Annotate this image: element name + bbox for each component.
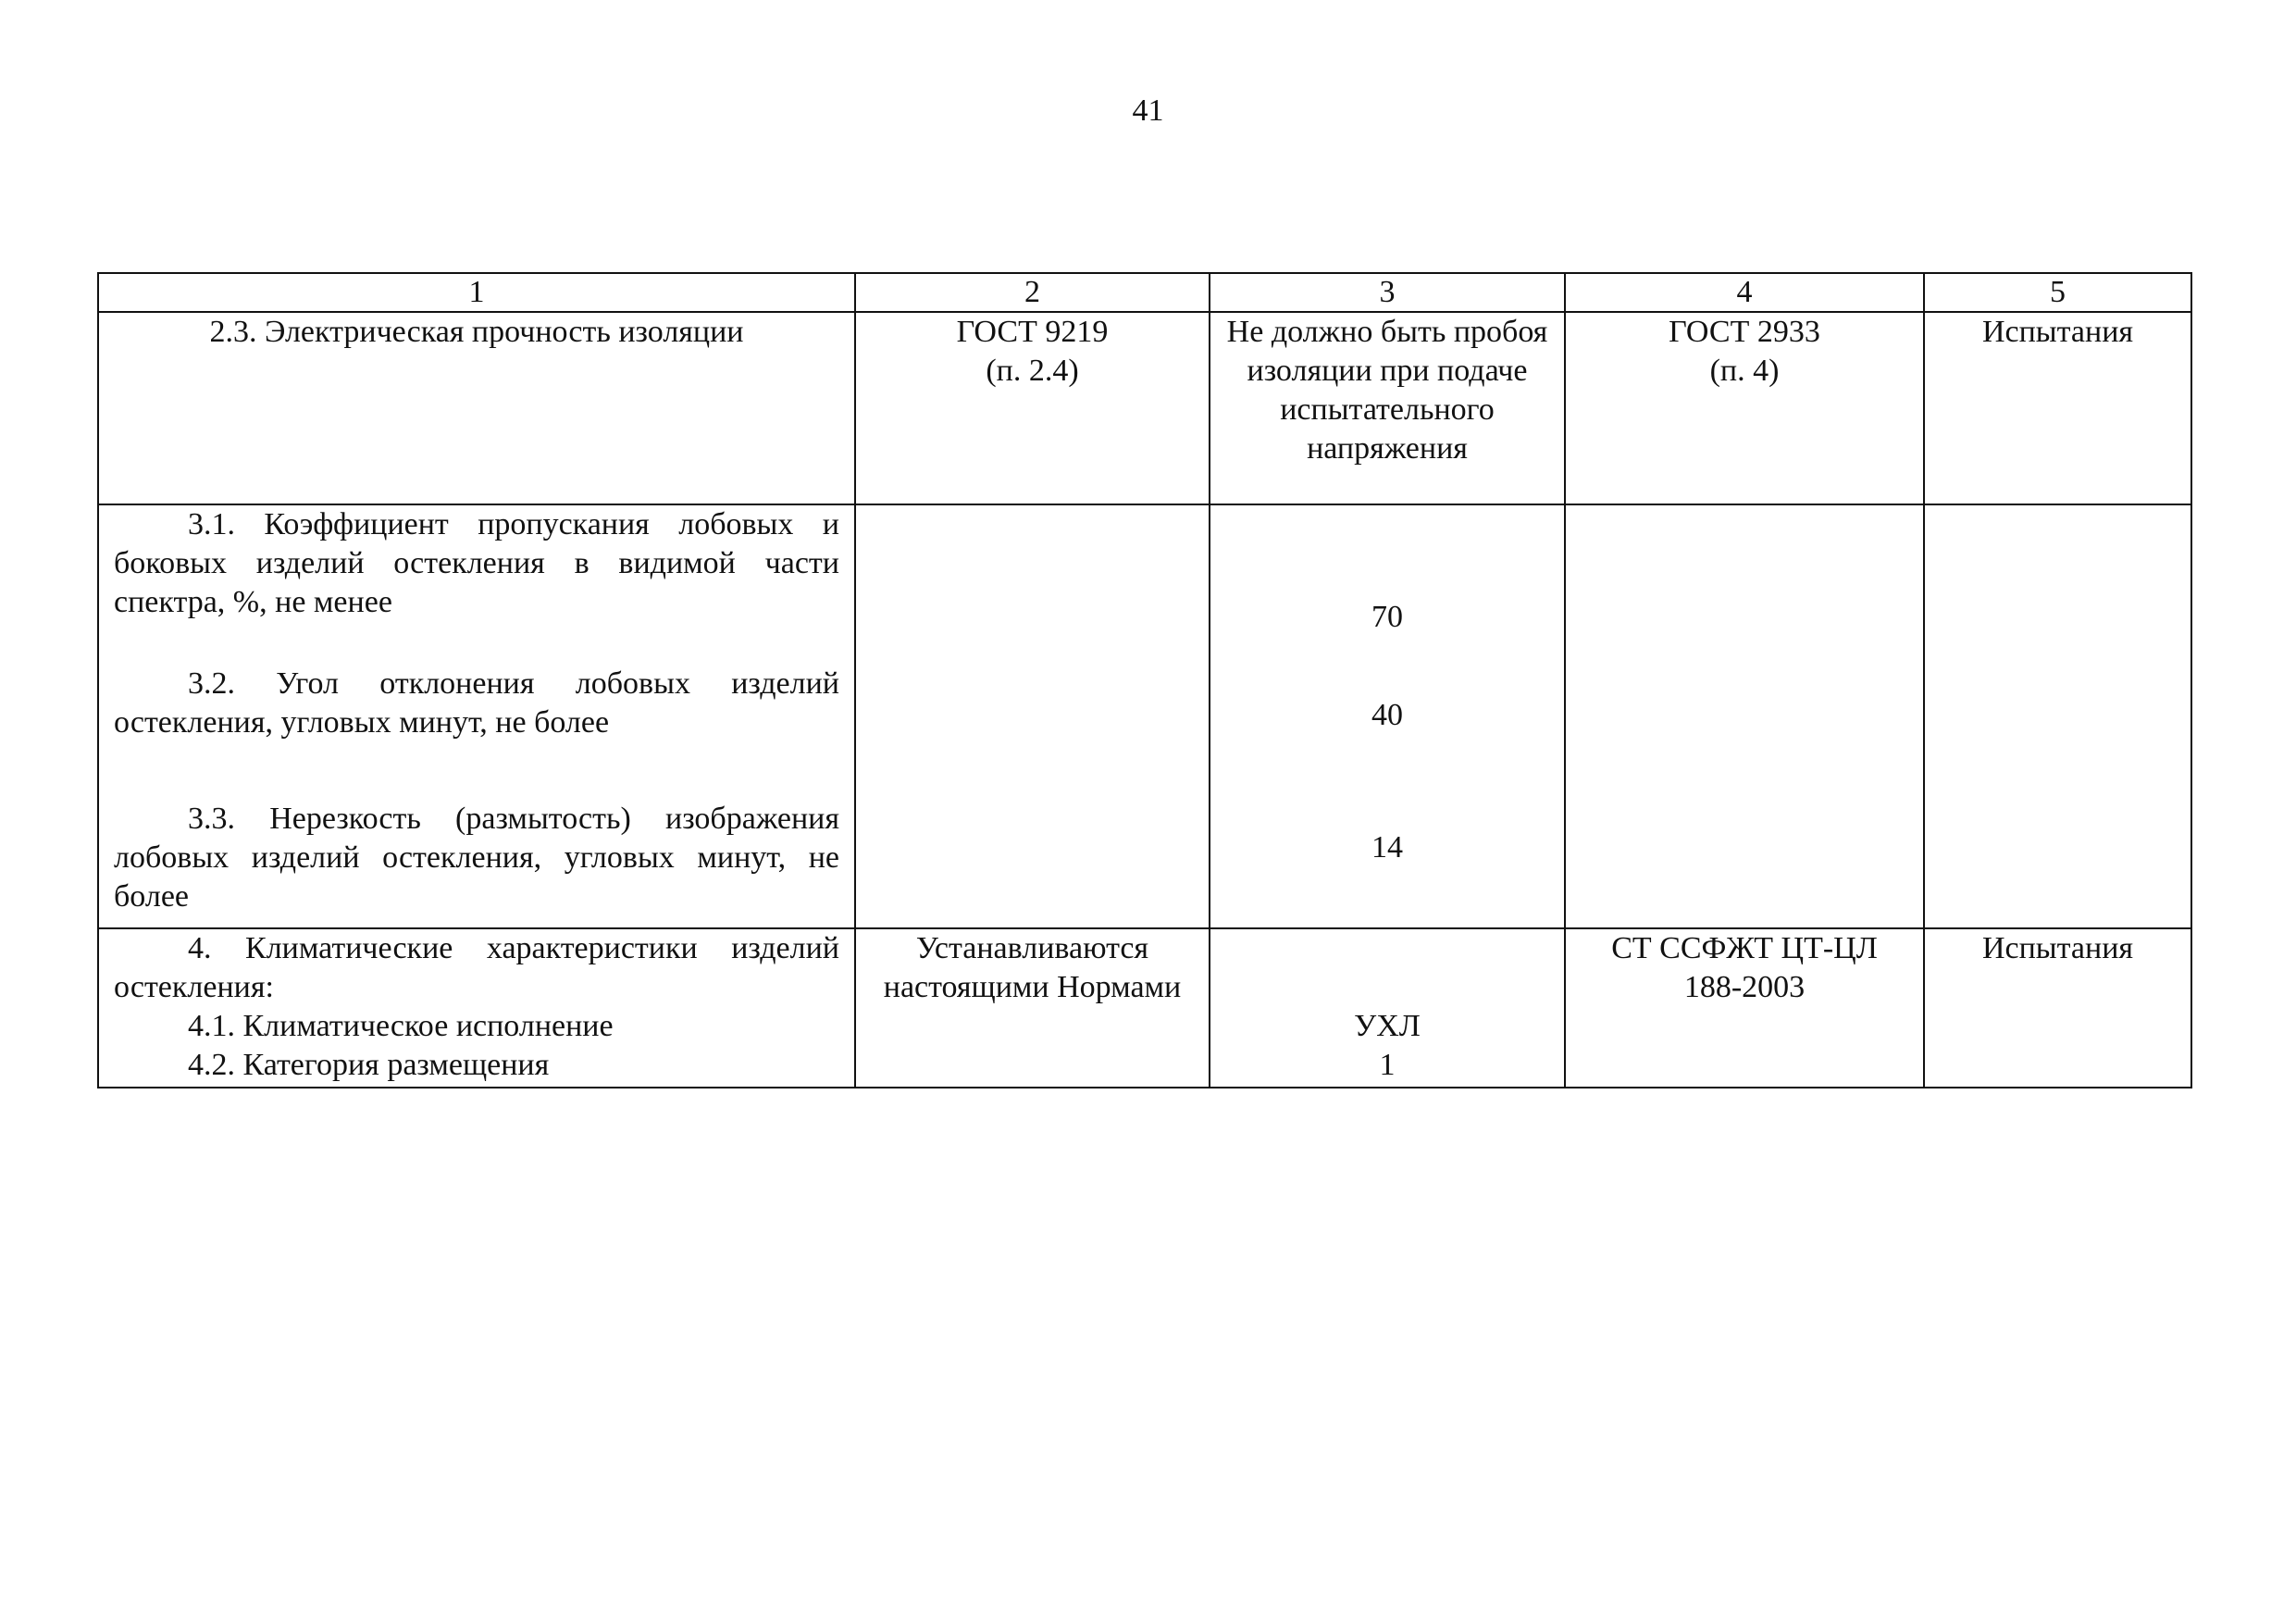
normative-doc-cell: [855, 504, 1210, 928]
parameter-cell: [98, 312, 855, 504]
normative-doc-cell: [855, 928, 1210, 1088]
control-type-climate: Испытания: [1981, 931, 2134, 965]
parameter-4: 4. Климатические характеристики изделий остекления:: [114, 931, 839, 1004]
value-3-1: 70: [1371, 600, 1403, 634]
method-line2: (п. 4): [1709, 354, 1780, 388]
method-line2: 188-2003: [1683, 970, 1806, 1004]
requirement-insulation: Не должно быть пробоя изоляции при подаче испытательного напряжения: [1226, 315, 1548, 466]
method-cell: [1565, 504, 1924, 928]
value-3-3: 14: [1371, 830, 1403, 864]
parameter-3-3: 3.3. Нерезкость (размытость) изображения лобовых изделий остекления, угловых минут, не более: [114, 802, 839, 914]
parameter-insulation: 2.3. Электрическая прочность изоляции: [209, 315, 744, 349]
control-type-cell: [1924, 504, 2191, 928]
control-type-insulation: Испытания: [1981, 315, 2134, 349]
column-number-2: 2: [855, 273, 1210, 312]
parameter-cell: [98, 928, 855, 1088]
method-line1: СТ ССФЖТ ЦТ-ЦЛ: [1611, 931, 1878, 965]
parameter-4-1: 4.1. Климатическое исполнение: [188, 1009, 614, 1043]
control-type-cell: [1924, 312, 2191, 504]
normative-doc-cell: [855, 312, 1210, 504]
requirement-cell: [1210, 504, 1565, 928]
table-row-insulation: [98, 312, 2191, 504]
parameter-cell: [98, 504, 855, 928]
column-number-row: [98, 273, 2191, 312]
normative-doc-line2: (п. 2.4): [986, 354, 1079, 388]
column-number-1: 1: [98, 273, 855, 312]
value-4-2: 1: [1379, 1048, 1396, 1082]
normative-doc-climate: Устанавливаются настоящими Нормами: [883, 931, 1182, 1004]
method-cell: [1565, 312, 1924, 504]
value-3-2: 40: [1371, 698, 1403, 732]
column-number-3: 3: [1210, 273, 1565, 312]
column-number-5: 5: [1924, 273, 2191, 312]
column-number-4: 4: [1565, 273, 1924, 312]
requirement-cell: [1210, 928, 1565, 1088]
parameter-4-2: 4.2. Категория размещения: [188, 1048, 550, 1082]
method-line1: ГОСТ 2933: [1669, 315, 1820, 349]
page-number: 41: [1132, 93, 1164, 128]
parameter-3-2: 3.2. Угол отклонения лобовых изделий остекления, угловых минут, не более: [114, 666, 839, 740]
value-4-1: УХЛ: [1354, 1009, 1421, 1043]
requirement-cell: [1210, 312, 1565, 504]
table-row-climate: [98, 928, 2191, 1088]
control-type-cell: [1924, 928, 2191, 1088]
table-row-optics: [98, 504, 2191, 928]
normative-doc-line1: ГОСТ 9219: [956, 315, 1109, 349]
method-cell: [1565, 928, 1924, 1088]
parameter-3-1: 3.1. Коэффициент пропускания лобовых и боковых изделий остекления в видимой части спектра, %, не менее: [114, 507, 839, 619]
requirements-table: [97, 272, 2192, 1088]
